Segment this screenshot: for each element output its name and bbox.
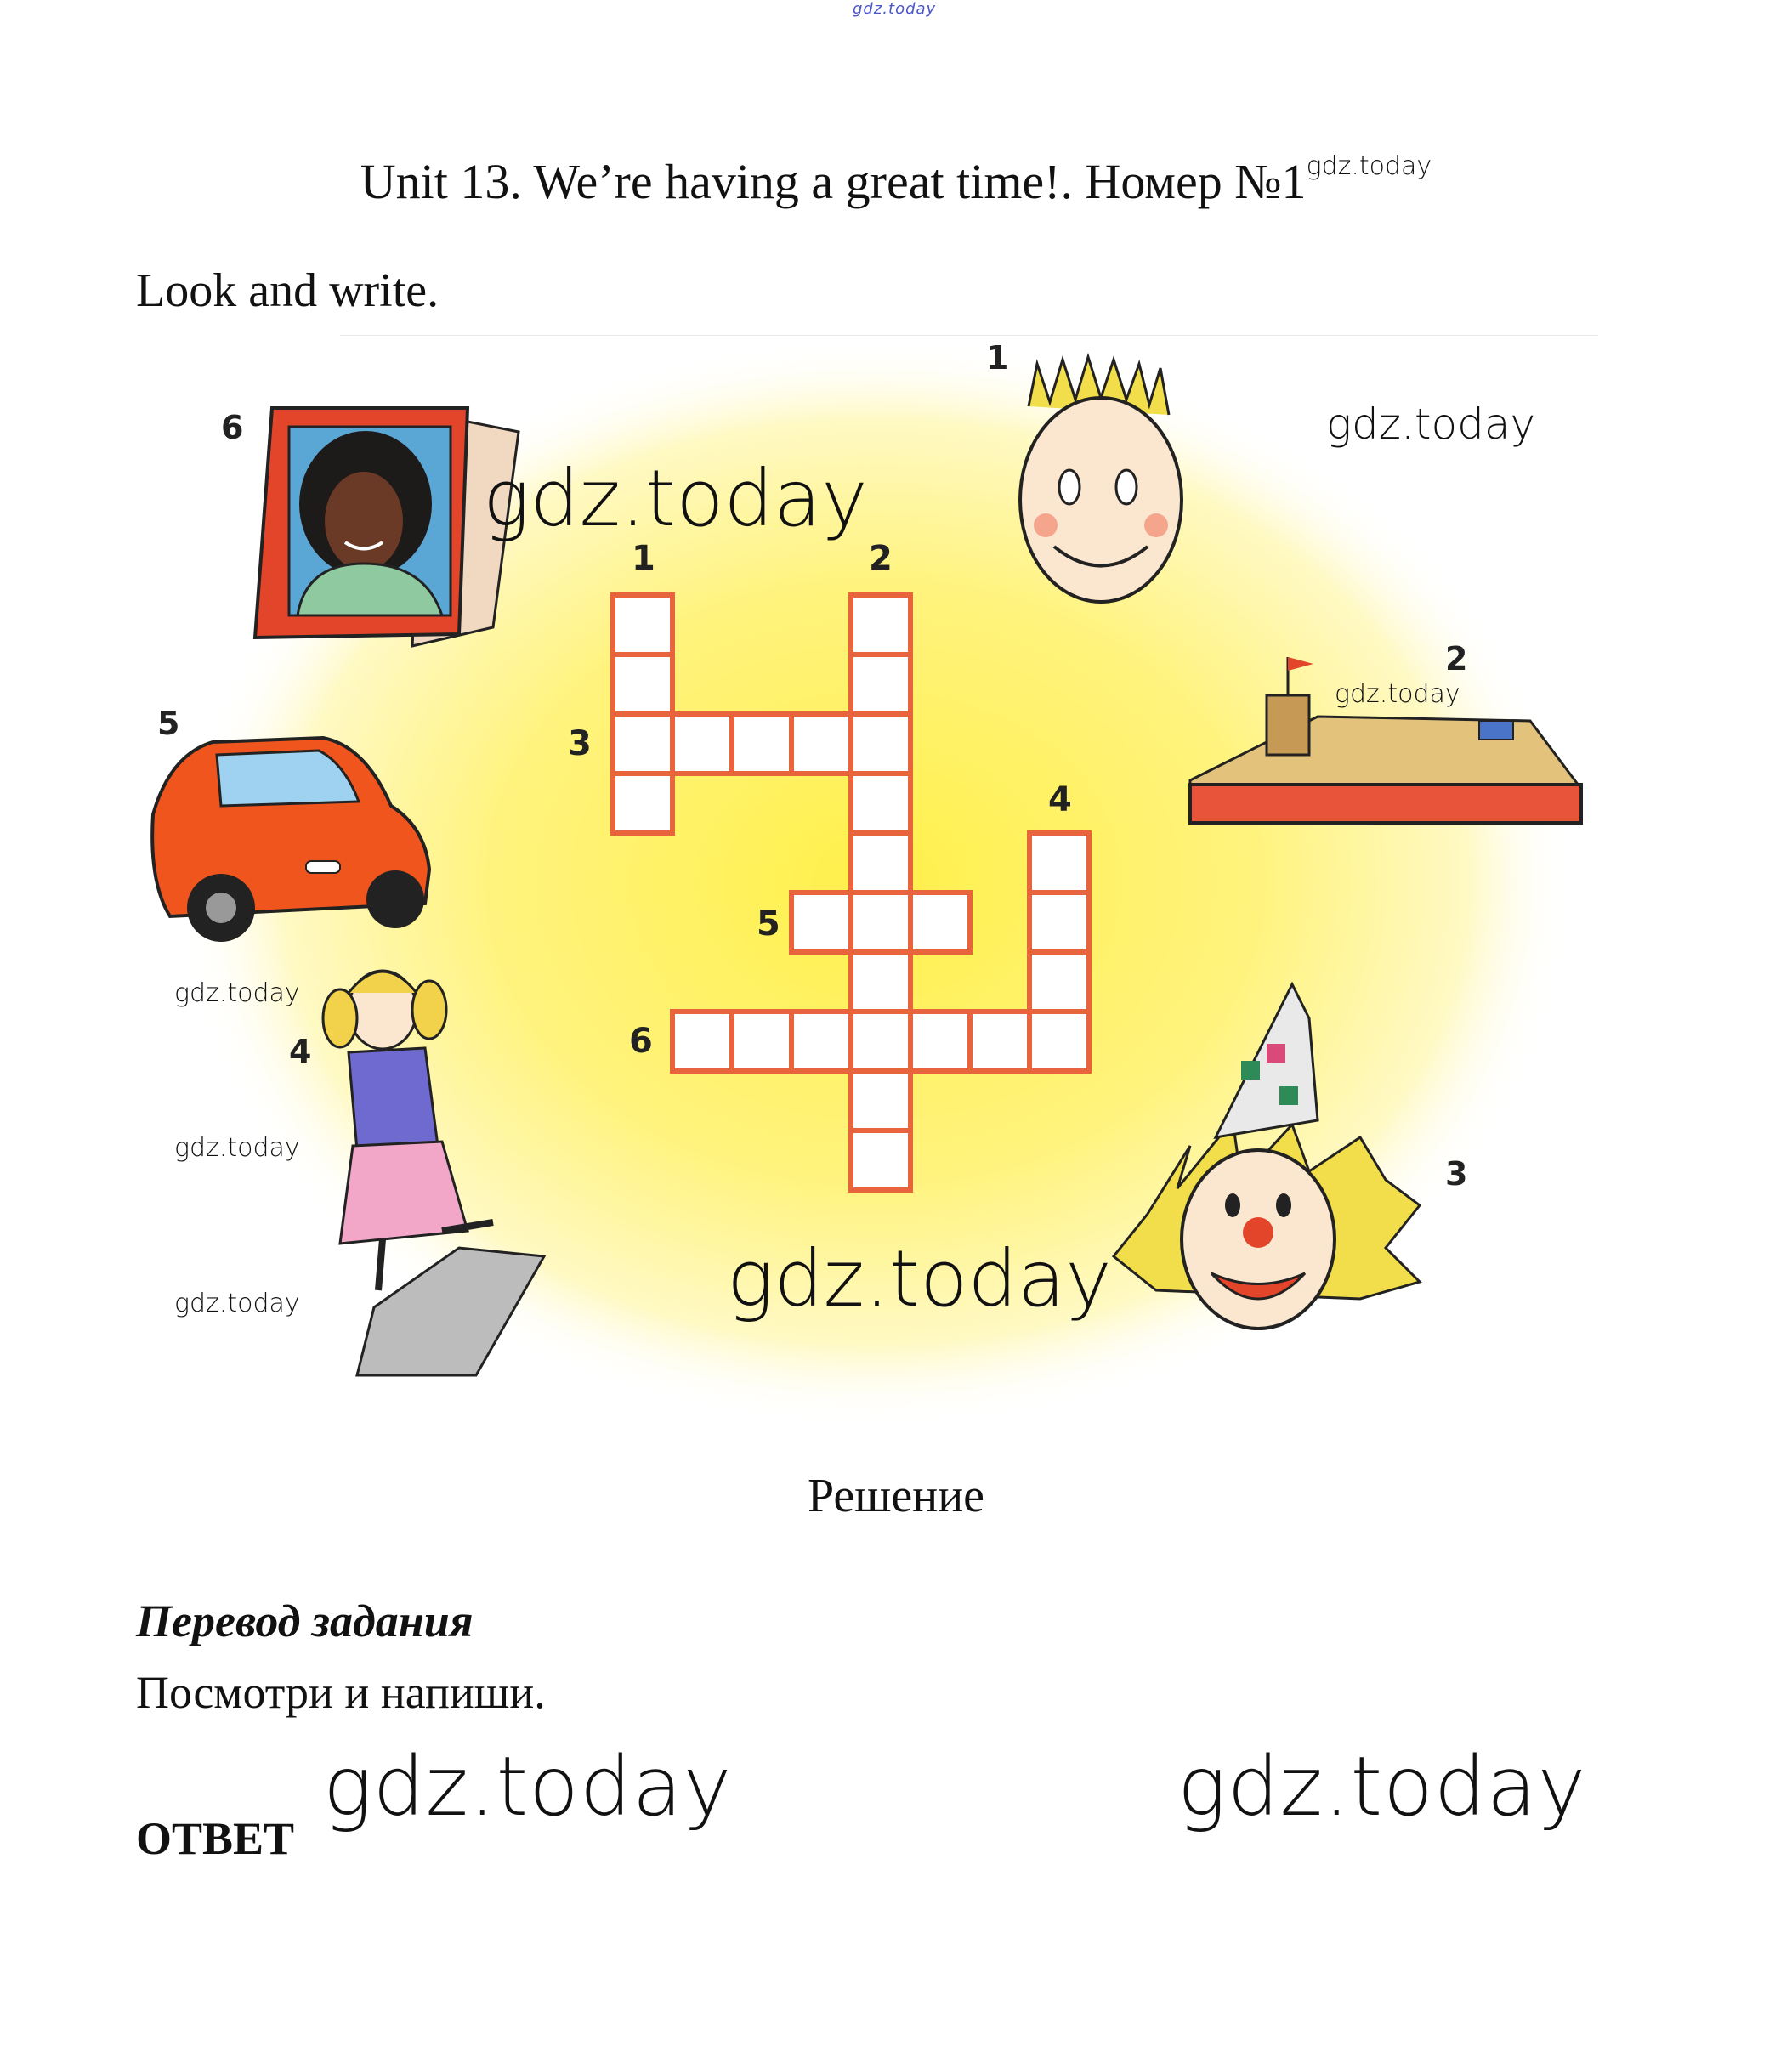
page-title [0, 151, 1792, 210]
picture-watermark: gdz.today [483, 453, 868, 544]
picture-label: 5 [157, 705, 180, 742]
picture-watermark: gdz.today [1326, 400, 1536, 449]
picture-watermark: gdz.today [174, 1289, 300, 1318]
picture-frame-drawing [255, 408, 519, 646]
solution-heading: Решение [807, 1470, 985, 1522]
picture-watermark: gdz.today [174, 1133, 300, 1163]
picture-label: 6 [221, 409, 244, 446]
translation-text: Посмотри и напиши. [136, 1667, 546, 1718]
bottom-watermark: gdz.today [1177, 1739, 1587, 1834]
crossword-number: 3 [568, 724, 592, 763]
picture-watermark: gdz.today [174, 978, 300, 1008]
top-watermark: gdz.today [853, 0, 937, 18]
picture-label: 1 [986, 339, 1009, 377]
title-watermark: gdz.today [1306, 151, 1432, 181]
crossword-number: 2 [869, 539, 893, 578]
picture-label: 2 [1445, 640, 1468, 677]
picture-label: 3 [1445, 1155, 1468, 1193]
picture-label: 4 [289, 1033, 312, 1070]
boy-face-drawing [1020, 357, 1182, 602]
crossword-illustration [136, 330, 1615, 1426]
crossword-number: 5 [757, 904, 780, 944]
task-instruction: Look and write. [136, 264, 439, 317]
crossword-number: 6 [629, 1022, 653, 1061]
answer-label: ОТВЕТ [136, 1813, 295, 1864]
bottom-watermark: gdz.today [323, 1739, 733, 1834]
title-text: Unit 13. We’re having a great time!. Номер №1 [360, 154, 1307, 209]
picture-watermark: gdz.today [727, 1233, 1112, 1324]
translation-heading: Перевод задания [136, 1595, 474, 1646]
crossword-number: 1 [632, 539, 655, 578]
top-rule [340, 335, 1598, 336]
picture-watermark: gdz.today [1335, 679, 1460, 709]
crossword-number: 4 [1048, 780, 1072, 819]
